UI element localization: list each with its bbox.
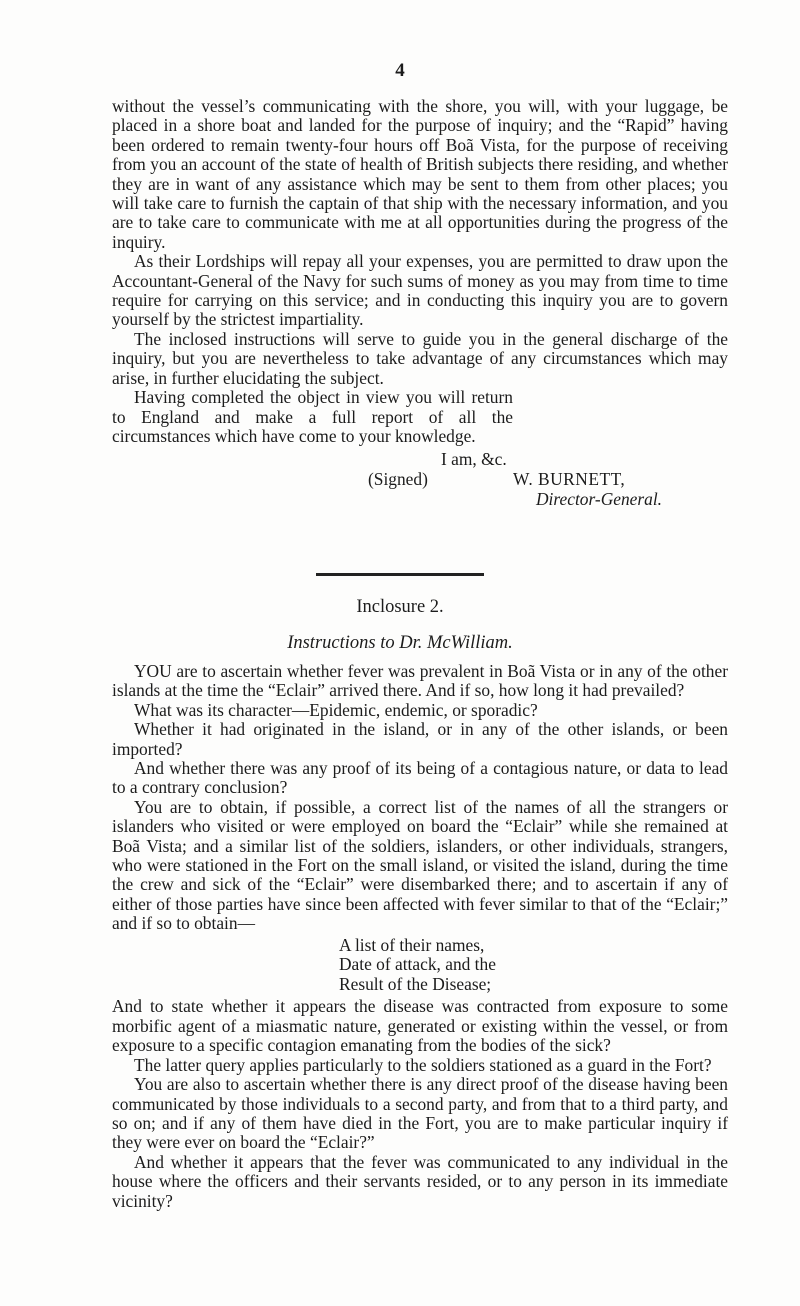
list-item: Date of attack, and the <box>339 954 496 975</box>
page-number: 4 <box>395 60 405 81</box>
instruction-paragraph: And to state whether it appears the disease was contracted from exposure to some morbific agent of a miasmatic nature, generated or existing within the vessel, or from exposure to a specific contagion emanating from the bodies of the sick? <box>112 996 728 1056</box>
enclosure-heading: Inclosure 2. <box>356 597 444 617</box>
instruction-paragraph: Whether it had originated in the island, or in any of the other islands, or been imported? <box>112 719 728 759</box>
instruction-paragraph: You are also to ascertain whether there is any direct proof of the disease having been communicated by those individuals to a second party, and from that to a third party, and so on; and if any of them have died in the Fort, you are to make particular inquiry if they were ever on board the “Eclair?” <box>112 1074 728 1153</box>
signer-title: Director-General. <box>536 489 663 509</box>
section-divider <box>316 573 484 576</box>
instruction-paragraph: The latter query applies particularly to the soldiers stationed as a guard in the Fort? <box>134 1054 712 1075</box>
signer-name: W. BURNETT, <box>513 469 626 489</box>
requested-data-list <box>339 936 728 995</box>
letter-paragraph: As their Lordships will repay all your expenses, you are permitted to draw upon the Accountant-General of the Navy for such sums of money as you may from time to time require for carrying on this service; and in conducting this inquiry you are to govern yourself by the strictest impartiality. <box>112 251 728 330</box>
list-item: Result of the Disease; <box>339 973 492 994</box>
enclosure-subheading: Instructions to Dr. McWilliam. <box>287 633 513 653</box>
instruction-paragraph: YOU are to ascertain whether fever was prevalent in Boã Vista or in any of the other islands at the time the “Eclair” arrived there. And if so, how long it had prevailed? <box>112 661 728 701</box>
letter-body <box>112 97 728 446</box>
letter-paragraph: The inclosed instructions will serve to guide you in the general discharge of the inquiry, but you are nevertheless to take advantage of any circumstances which may arise, in further elucidating the subject. <box>112 328 728 388</box>
list-item: A list of their names, <box>339 934 485 955</box>
letter-closing: I am, &c. <box>441 449 507 469</box>
letter-paragraph: Having completed the object in view you will return to England and make a full report of all the circumstances which have come to your knowledge. <box>112 387 513 446</box>
letter-paragraph: without the vessel’s communicating with the shore, you will, with your luggage, be placed in a shore boat and landed for the purpose of inquiry; and the “Rapid” having been ordered to remain twenty-four hours off Boã Vista, for the purpose of receiving from you an account of the state of health of British subjects there residing, and whether they are in want of any assistance which may be sent to them from other places; you will take care to furnish the captain of that ship with the necessary information, and you are to take care to communicate with me at all opportunities during the progress of the inquiry. <box>112 96 728 252</box>
instruction-paragraph: And whether there was any proof of its being of a contagious nature, or data to lead to a contrary conclusion? <box>112 758 728 798</box>
instruction-paragraph: You are to obtain, if possible, a correct list of the names of all the strangers or islanders who visited or were employed on board the “Eclair” while she remained at Boã Vista; and a similar list of the soldiers, islanders, or other individuals, strangers, who were stationed in the Fort on the small island, or visited the island, during the time the crew and sick of the “Eclair” were disembarked there; and to ascertain if any of either of those parties have since been affected with fever similar to that of the “Eclair;” and if so to obtain— <box>112 796 728 934</box>
signed-label: (Signed) <box>368 469 428 489</box>
instruction-paragraph: And whether it appears that the fever was communicated to any individual in the house where the officers and their servants resided, or to any person in its immediate vicinity? <box>112 1151 728 1211</box>
instructions-body <box>112 662 728 1211</box>
instruction-paragraph: What was its character—Epidemic, endemic, or sporadic? <box>134 699 538 720</box>
